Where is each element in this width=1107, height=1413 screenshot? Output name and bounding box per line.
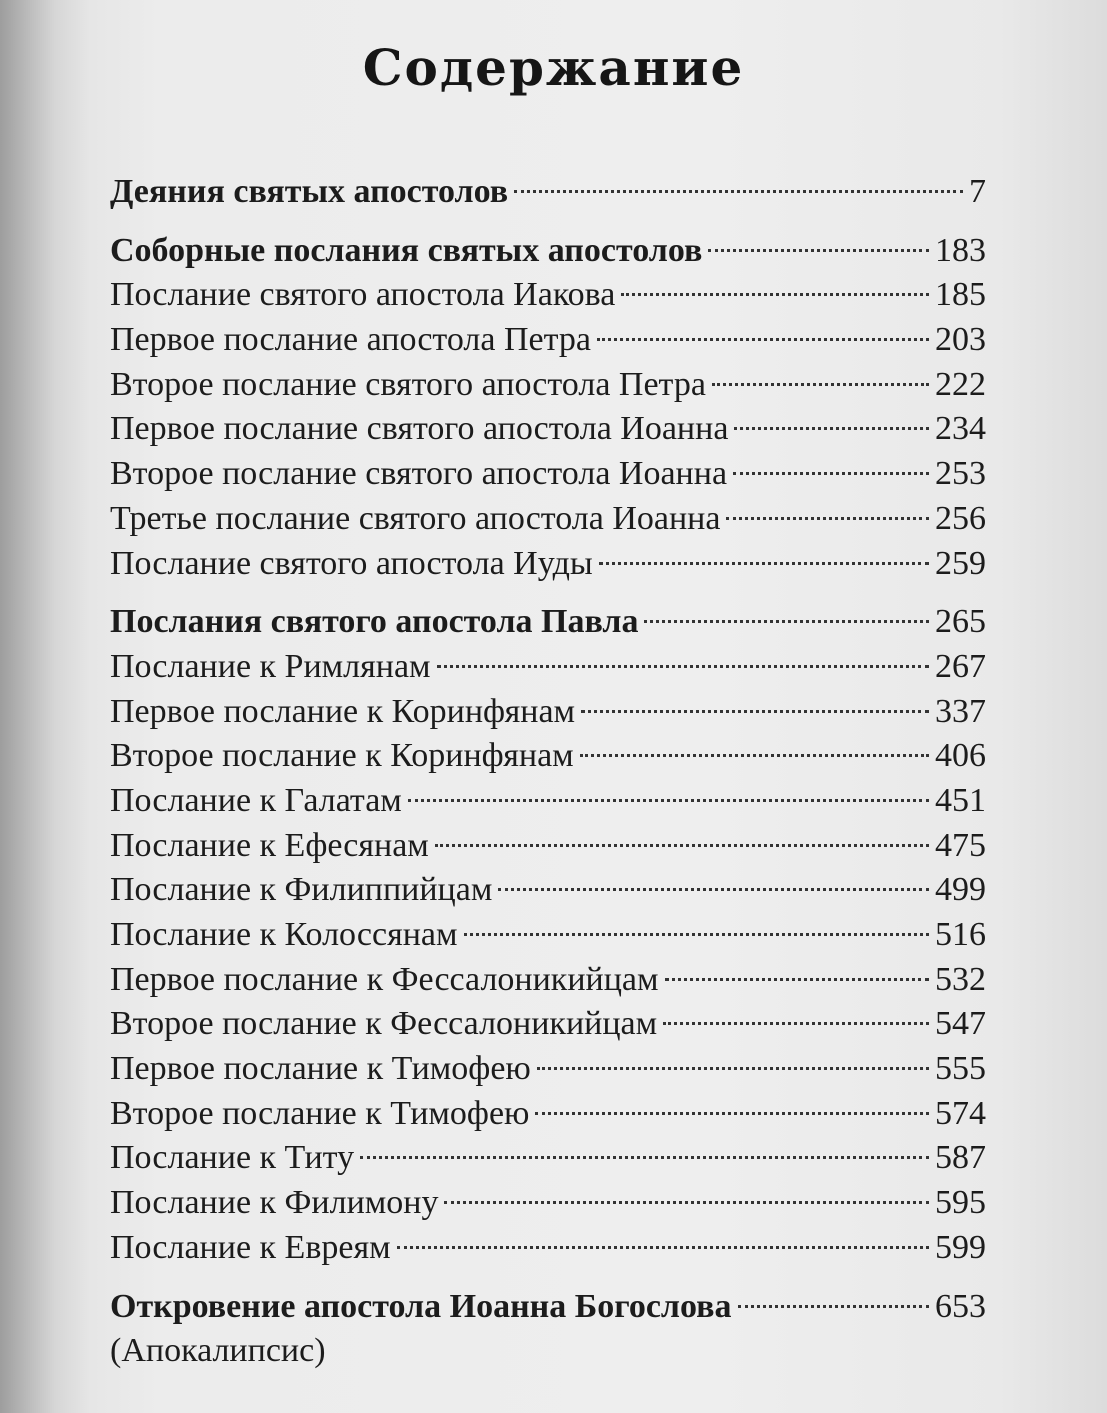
- toc-entry-title: Откровение апостола Иоанна Богослова: [110, 1287, 732, 1325]
- toc-page-number: 595: [935, 1184, 986, 1222]
- toc-page-number: 653: [935, 1287, 986, 1325]
- toc-page-number: 256: [935, 499, 986, 537]
- dot-leader: [726, 517, 929, 520]
- toc-entry-title: Первое послание к Фессалоникийцам: [110, 960, 659, 998]
- toc-section-heading: [110, 1285, 986, 1330]
- toc-entry-title: Второе послание святого апостола Петра: [110, 365, 706, 403]
- dot-leader: [599, 562, 929, 565]
- toc-page-number: 599: [935, 1228, 986, 1266]
- toc-entry-title: Первое послание святого апостола Иоанна: [110, 410, 729, 448]
- toc-page-number: 499: [935, 871, 986, 909]
- dot-leader: [597, 338, 929, 341]
- toc-page-number: 259: [935, 544, 986, 582]
- dot-leader: [733, 472, 929, 475]
- dot-leader: [665, 978, 929, 981]
- dot-leader: [408, 799, 929, 802]
- table-of-contents: [110, 170, 986, 1373]
- dot-leader: [397, 1246, 929, 1249]
- toc-entry-title: Послание к Римлянам: [110, 647, 431, 685]
- dot-leader: [535, 1112, 929, 1115]
- toc-entry: [110, 779, 986, 824]
- toc-entry: [110, 1002, 986, 1047]
- toc-entry-title: Послание святого апостола Иуды: [110, 544, 593, 582]
- toc-page-number: 555: [935, 1050, 986, 1088]
- toc-entry-title: Второе послание к Тимофею: [110, 1094, 530, 1132]
- toc-entry-title: Послание к Галатам: [110, 781, 402, 819]
- section-gap: [110, 586, 986, 600]
- toc-page-number: 337: [935, 692, 986, 730]
- dot-leader: [712, 383, 929, 386]
- toc-entry: [110, 913, 986, 958]
- toc-page-number: 234: [935, 410, 986, 448]
- dot-leader: [537, 1067, 929, 1070]
- toc-entry: [110, 273, 986, 318]
- toc-entry: [110, 497, 986, 542]
- toc-entry: [110, 1136, 986, 1181]
- toc-page-number: 475: [935, 826, 986, 864]
- dot-leader: [580, 754, 929, 757]
- toc-page-number: 265: [935, 603, 986, 641]
- toc-page-number: 183: [935, 231, 986, 269]
- toc-entry: [110, 1047, 986, 1092]
- toc-entry: [110, 407, 986, 452]
- toc-page-number: 203: [935, 321, 986, 359]
- toc-page-number: 516: [935, 916, 986, 953]
- toc-entry-title: Послание к Филиппийцам: [110, 871, 493, 909]
- toc-entry-title: Второе послание святого апостола Иоанна: [110, 455, 728, 493]
- toc-section-heading: [110, 229, 986, 274]
- dot-leader: [498, 888, 929, 891]
- toc-entry: [110, 645, 986, 690]
- dot-leader: [738, 1305, 929, 1308]
- toc-entry: [110, 363, 986, 408]
- toc-entry: [110, 452, 986, 497]
- toc-entry-title: Послание к Колоссянам: [110, 916, 458, 953]
- toc-entry-title: Послания святого апостола Павла: [110, 603, 639, 641]
- dot-leader: [708, 249, 929, 252]
- toc-entry: [110, 958, 986, 1003]
- section-gap: [110, 215, 986, 229]
- toc-entry-title: Послание к Титу: [110, 1139, 355, 1177]
- section-gap: [110, 1271, 986, 1285]
- dot-leader: [435, 844, 929, 847]
- toc-page-number: 253: [935, 455, 986, 493]
- toc-page-number: 406: [935, 737, 986, 775]
- toc-page-number: 587: [935, 1139, 986, 1177]
- toc-page-number: 185: [935, 276, 986, 314]
- toc-page-number: 451: [935, 781, 986, 819]
- toc-page-number: 222: [935, 365, 986, 403]
- toc-entry: [110, 690, 986, 735]
- toc-entry-title: Деяния святых апостолов: [110, 173, 509, 210]
- toc-entry-title: Послание святого апостола Иакова: [110, 276, 616, 314]
- toc-entry-title: Послание к Филимону: [110, 1184, 439, 1222]
- toc-entry: [110, 1092, 986, 1137]
- toc-page-number: 532: [935, 960, 986, 998]
- toc-section-heading: [110, 170, 986, 215]
- toc-entry-title: Третье послание святого апостола Иоанна: [110, 499, 721, 537]
- dot-leader: [663, 1022, 929, 1025]
- toc-section-heading: [110, 600, 986, 645]
- toc-entry: [110, 824, 986, 869]
- dot-leader: [581, 710, 929, 713]
- dot-leader: [644, 620, 929, 623]
- page-title: Содержание: [362, 38, 745, 97]
- toc-entry-title: Второе послание к Коринфянам: [110, 737, 574, 775]
- toc-entry-title: Послание к Ефесянам: [110, 826, 429, 864]
- dot-leader: [360, 1156, 929, 1159]
- dot-leader: [621, 293, 929, 296]
- toc-entry-title: Первое послание к Тимофею: [110, 1050, 531, 1088]
- toc-entry: [110, 734, 986, 779]
- toc-page-number: 574: [935, 1094, 986, 1132]
- toc-page-number: 547: [935, 1005, 986, 1043]
- toc-page-number: 7: [969, 173, 986, 210]
- toc-entry-subtitle: (Апокалипсис): [110, 1332, 326, 1370]
- dot-leader: [444, 1201, 929, 1204]
- dot-leader: [437, 665, 929, 668]
- dot-leader: [734, 427, 929, 430]
- toc-entry-title: Второе послание к Фессалоникийцам: [110, 1005, 658, 1043]
- toc-entry-title: Соборные послания святых апостолов: [110, 231, 703, 269]
- toc-entry: [110, 542, 986, 587]
- dot-leader: [514, 190, 963, 193]
- toc-entry: [110, 1181, 986, 1226]
- toc-entry-title: Послание к Евреям: [110, 1228, 391, 1266]
- toc-page-number: 267: [935, 647, 986, 685]
- toc-entry: [110, 318, 986, 363]
- toc-entry-title: Первое послание к Коринфянам: [110, 692, 576, 730]
- toc-entry: [110, 1226, 986, 1271]
- dot-leader: [464, 933, 929, 936]
- toc-entry-title: Первое послание апостола Петра: [110, 321, 591, 359]
- toc-entry: [110, 868, 986, 913]
